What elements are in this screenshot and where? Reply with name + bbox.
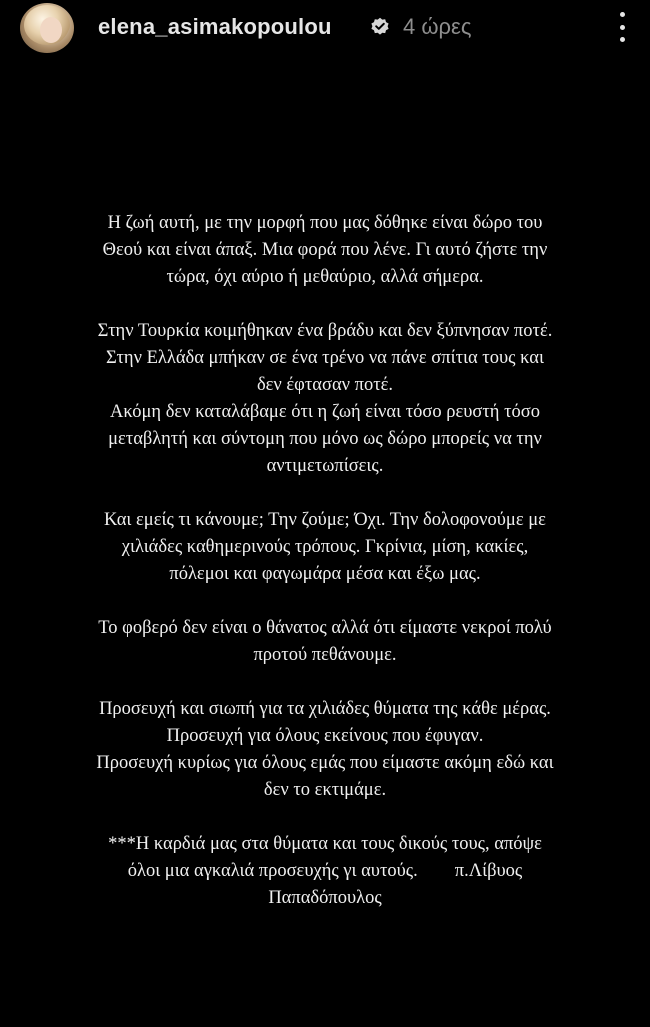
story-paragraph	[30, 831, 620, 912]
story-paragraph	[30, 507, 620, 588]
username[interactable]: elena_asimakopoulou	[98, 14, 332, 39]
story-line: χιλιάδες καθημερινούς τρόπους. Γκρίνια, μίση, κακίες,	[121, 537, 529, 557]
post-time: 4 ώρες	[403, 14, 472, 39]
story-line: πόλεμοι και φαγωμάρα μέσα και έξω μας.	[169, 564, 481, 584]
story-text	[30, 210, 620, 912]
story-line: Παπαδόπουλος	[268, 888, 382, 908]
story-line: Θεού και είναι άπαξ. Μια φορά που λένε. Γι αυτό ζήστε την	[102, 240, 548, 260]
story-line: Προσευχή κυρίως για όλους εμάς που είμαστε ακόμη εδώ και	[96, 753, 554, 773]
more-vertical-icon[interactable]	[612, 12, 632, 42]
profile-avatar[interactable]	[20, 3, 74, 53]
story-paragraph	[30, 210, 620, 291]
story-line: προτού πεθάνουμε.	[253, 645, 397, 665]
story-line: Ακόμη δεν καταλάβαμε ότι η ζωή είναι τόσο ρευστή τόσο	[109, 402, 541, 422]
story-line: Το φοβερό δεν είναι ο θάνατος αλλά ότι είμαστε νεκροί πολύ	[98, 618, 552, 638]
story-line: ***Η καρδιά μας στα θύματα και τους δικούς τους, απόψε	[108, 834, 542, 854]
story-paragraph	[30, 615, 620, 669]
story-line: τώρα, όχι αύριο ή μεθαύριο, αλλά σήμερα.	[166, 267, 484, 287]
story-line: αντιμετωπίσεις.	[266, 456, 384, 476]
story-line: Και εμείς τι κάνουμε; Την ζούμε; Όχι. Την δολοφονούμε με	[104, 510, 546, 530]
story-line: Προσευχή για όλους εκείνους που έφυγαν.	[166, 726, 484, 746]
story-line: Προσευχή και σιωπή για τα χιλιάδες θύματα της κάθε μέρας.	[99, 699, 551, 719]
story-paragraph	[30, 318, 620, 480]
story-header	[0, 0, 650, 56]
story-line: δεν έφτασαν ποτέ.	[256, 375, 394, 395]
story-line: όλοι μια αγκαλιά προσευχής γι αυτούς. π.Λίβυος	[127, 861, 523, 881]
story-line: Στην Τουρκία κοιμήθηκαν ένα βράδυ και δεν ξύπνησαν ποτέ.	[97, 321, 553, 341]
story-line: δεν το εκτιμάμε.	[263, 780, 387, 800]
story-line: Η ζωή αυτή, με την μορφή που μας δόθηκε είναι δώρο του	[107, 213, 543, 233]
story-paragraph	[30, 696, 620, 804]
verified-badge-icon	[370, 17, 390, 37]
story-line: Στην Ελλάδα μπήκαν σε ένα τρένο να πάνε σπίτια τους και	[106, 348, 544, 368]
story-line: μεταβλητή και σύντομη που μόνο ως δώρο μπορείς να την	[108, 429, 542, 449]
